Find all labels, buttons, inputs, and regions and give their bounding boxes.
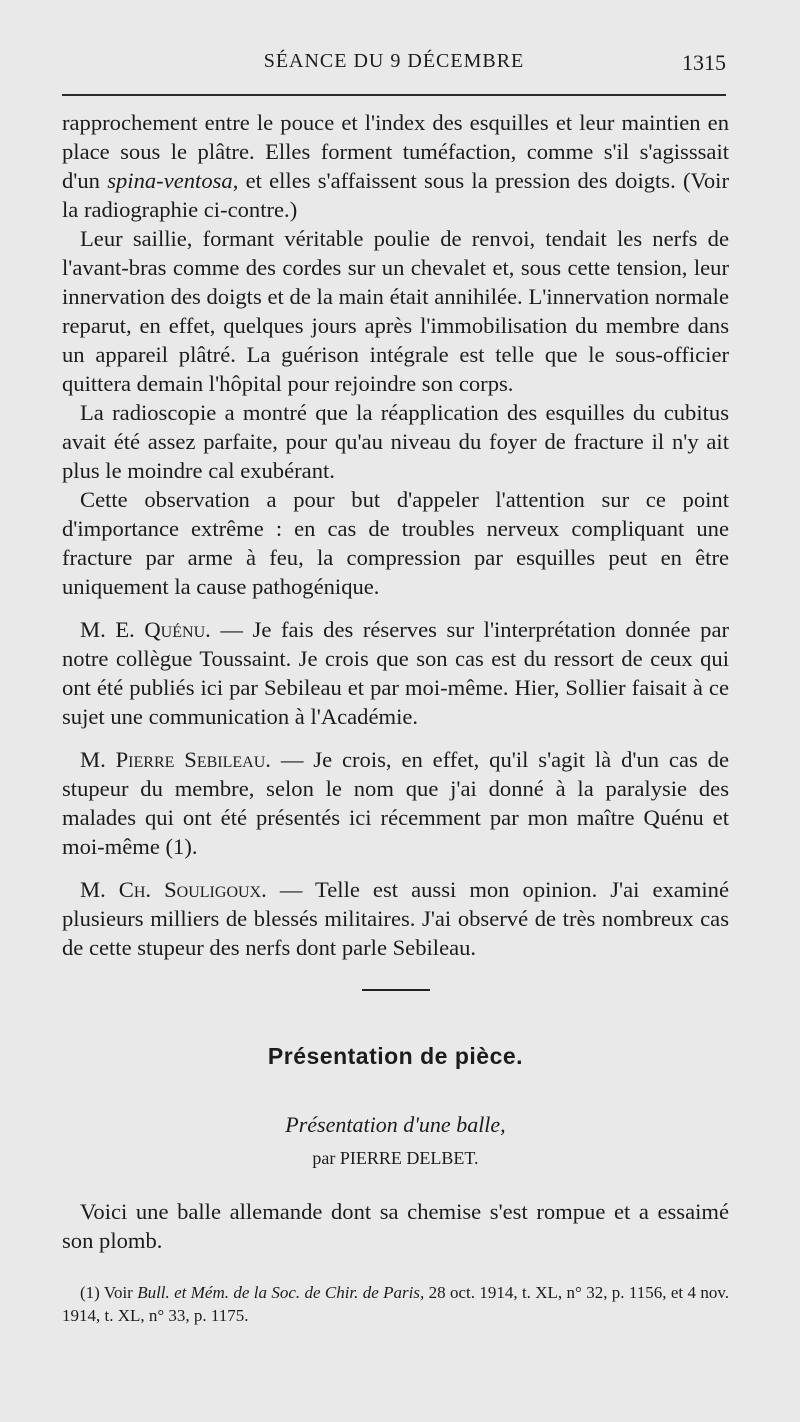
speaker-name: M. E. Quénu. [80,617,211,642]
header-rule [62,94,726,96]
running-header [62,48,726,78]
italic-term: spina-ventosa [107,168,233,193]
paragraph: La radioscopie a montré que la réapplication des esquilles du cubitus avait été assez parfaite, pour qu'au niveau du foyer de fracture il n'y ait plus le moindre cal exubérant. [62,400,729,483]
author-line: par PIERRE DELBET. [312,1148,479,1168]
footnote-citation: Bull. et Mém. de la Soc. de Chir. de Paris, [137,1283,425,1302]
speech-text: — Je crois, en effet, qu'il s'agit là d'un cas de stupeur du membre, selon le nom que j'ai donné à la paralysie des malades qui ont été présentés ici récemment par mon maître Quénu et moi-même (1). [62,747,729,859]
speech-quenu [62,615,729,731]
footnote [62,1281,729,1327]
paragraph: Leur saillie, formant véritable poulie de renvoi, tendait les nerfs de l'avant-bras comme des cordes sur un chevalet et, sous cette tension, leur innervation des doigts et de la main était annihilée. L'innervation normale reparut, en effet, quelques jours après l'immobilisation du membre dans un appareil plâtré. La guérison intégrale est telle que le sous-officier quittera demain l'hôpital pour rejoindre son corps. [62,226,729,396]
paragraph [62,108,729,224]
paragraph: Cette observation a pour but d'appeler l'attention sur ce point d'importance extrême : en cas de troubles nerveux compliquant une fracture par arme à feu, la compression par esquilles peut en être uniquement la cause pathogénique. [62,487,729,599]
speech-sebileau [62,745,729,861]
paragraph-text: , et elles s'affaissent sous la pression des doigts. (Voir la radiographie ci-contre.) [62,168,729,222]
section-title: Présentation de pièce. [267,1043,524,1069]
paragraph: Voici une balle allemande dont sa chemise s'est rompue et a essaimé son plomb. [62,1199,729,1253]
speaker-name: M. Ch. Souligoux. [80,877,267,902]
page-number: 1315 [682,50,726,75]
header-title: SÉANCE DU 9 DÉCEMBRE [263,50,525,72]
speaker-name: M. Pierre Sebileau. [80,747,271,772]
section-separator [362,989,430,991]
page-body [62,108,729,1344]
presentation-subtitle: Présentation d'une balle, [285,1112,506,1137]
speech-souligoux [62,875,729,962]
speech-text: — Je fais des réserves sur l'interprétation donnée par notre collègue Toussaint. Je crois que son cas est du ressort de ceux qui ont été publiés ici par Sebileau et par moi-même. Hier, Sollier faisait à ce sujet une communication à l'Académie. [62,617,730,729]
speech-text: — Telle est aussi mon opinion. J'ai examiné plusieurs milliers de blessés militaires. J'ai observé de très nombreux cas de cette stupeur des nerfs dont parle Sebileau. [62,877,730,960]
footnote-text: 28 oct. 1914, t. XL, n° 32, p. 1156, et 4 nov. 1914, t. XL, n° 33, p. 1175. [62,1283,729,1325]
paragraph-text: rapprochement entre le pouce et l'index des esquilles et leur maintien en place sous le plâtre. Elles forment tuméfaction, comme s'il s'agisssait d'un [62,110,729,193]
footnote-text: (1) Voir [80,1283,138,1302]
